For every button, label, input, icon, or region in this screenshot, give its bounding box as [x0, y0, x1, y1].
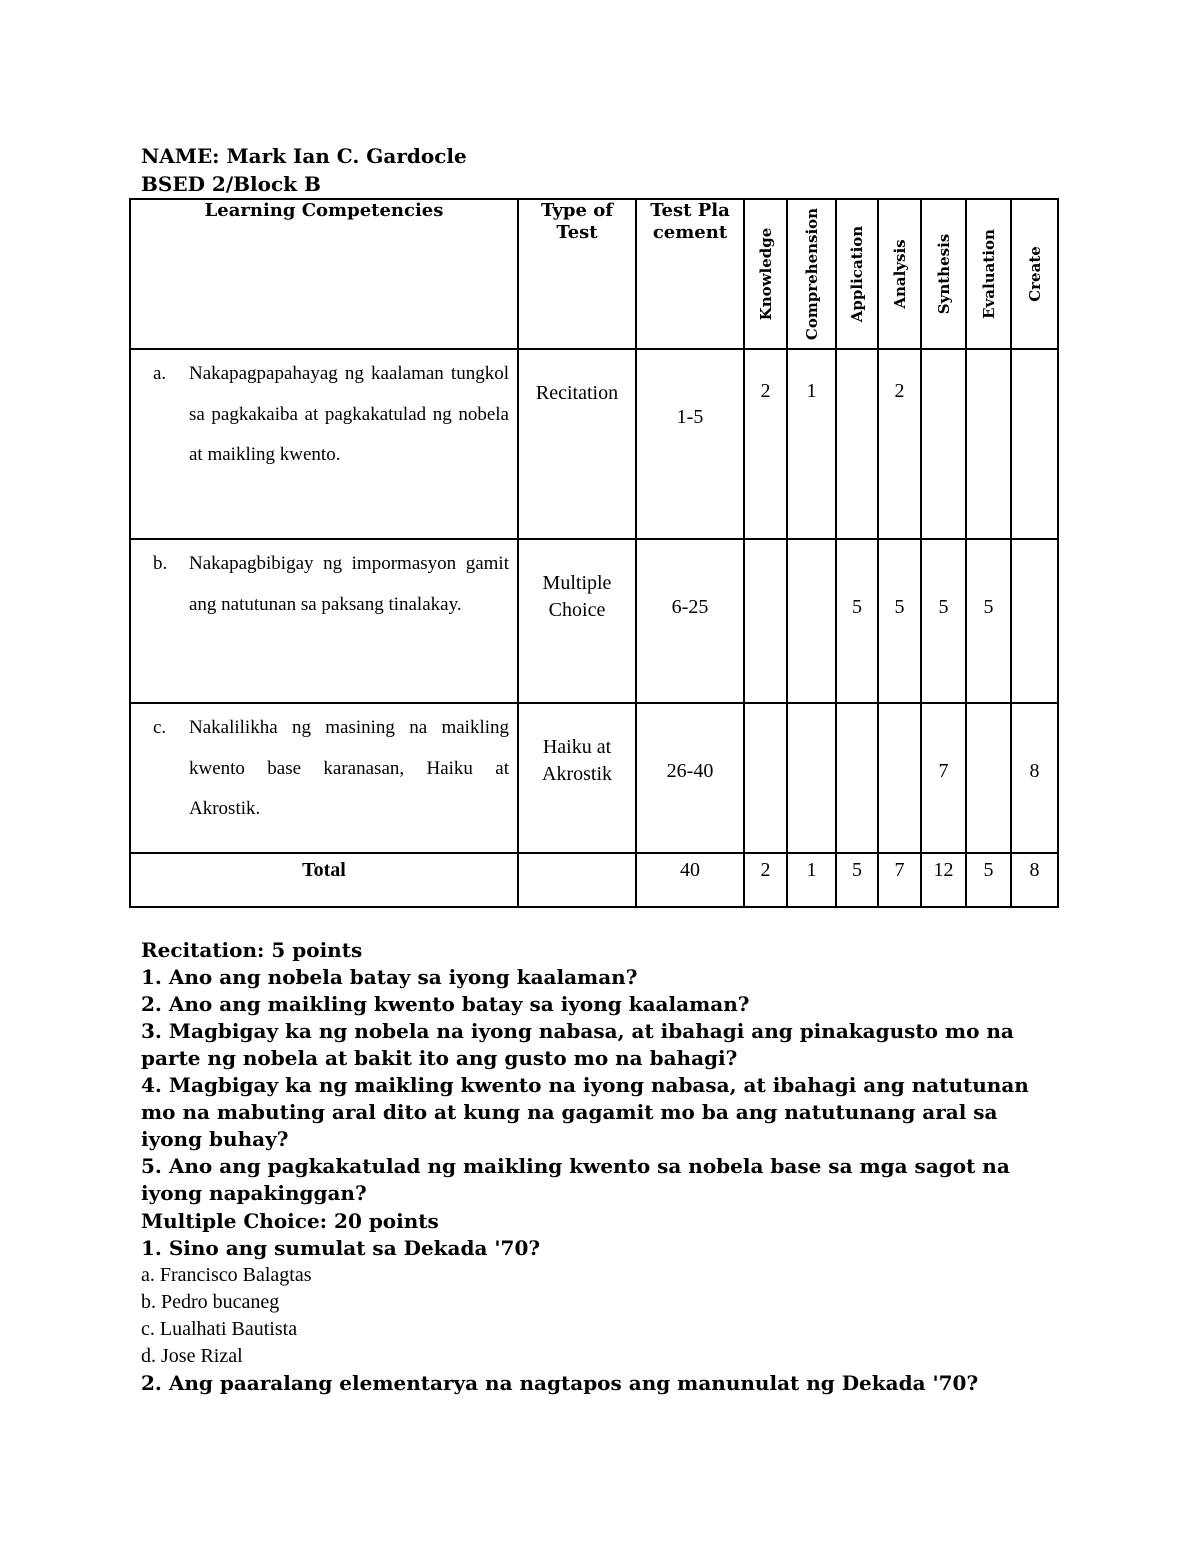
level-cell	[836, 703, 878, 853]
level-cell: 2	[744, 349, 787, 539]
total-comprehension: 1	[787, 853, 836, 907]
level-cell	[1011, 539, 1058, 703]
recitation-question: 2. Ano ang maikling kwento batay sa iyong kaalaman?	[141, 992, 750, 1016]
level-cell	[787, 539, 836, 703]
total-knowledge: 2	[744, 853, 787, 907]
table-header-row	[130, 199, 1058, 349]
total-application: 5	[836, 853, 878, 907]
header-analysis: Analysis	[878, 199, 921, 349]
competency-text: Nakalilikha ng masining na maikling kwento base karanasan, Haiku at Akrostik.	[189, 717, 509, 819]
level-cell	[744, 703, 787, 853]
level-cell: 5	[966, 539, 1011, 703]
table-of-specification	[129, 198, 1059, 908]
multiple-choice-section	[141, 1208, 1041, 1397]
level-cell	[744, 539, 787, 703]
level-cell	[787, 703, 836, 853]
type-cell: Recitation	[518, 349, 636, 539]
recitation-question: 1. Ano ang nobela batay sa iyong kaalaman?	[141, 965, 638, 989]
header-type-of-test: Type of Test	[518, 199, 636, 349]
student-name: NAME: Mark Ian C. Gardocle	[141, 144, 467, 168]
level-cell	[1011, 349, 1058, 539]
header-competencies: Learning Competencies	[130, 199, 518, 349]
type-cell: Haiku at Akrostik	[518, 703, 636, 853]
total-placement: 40	[636, 853, 744, 907]
type-cell: Multiple Choice	[518, 539, 636, 703]
competency-text: Nakapagbibigay ng impormasyon gamit ang natutunan sa paksang tinalakay.	[189, 553, 509, 615]
student-section: BSED 2/Block B	[141, 172, 321, 196]
table-row	[130, 539, 1058, 703]
recitation-question: 3. Magbigay ka ng nobela na iyong nabasa, at ibahagi ang pinakagusto mo na parte ng nobela at bakit ito ang gusto mo na bahagi?	[141, 1019, 1014, 1070]
mc-option: a. Francisco Balagtas	[141, 1264, 312, 1286]
row-letter: a.	[153, 363, 167, 384]
level-cell	[966, 349, 1011, 539]
mc-question: 1. Sino ang sumulat sa Dekada '70?	[141, 1236, 541, 1260]
recitation-question: 5. Ano ang pagkakatulad ng maikling kwento sa nobela base sa mga sagot na iyong napakinggan?	[141, 1154, 1010, 1205]
recitation-title: Recitation: 5 points	[141, 938, 363, 962]
placement-cell: 26-40	[636, 703, 744, 853]
header-knowledge: Knowledge	[744, 199, 787, 349]
level-cell: 1	[787, 349, 836, 539]
total-row	[130, 853, 1058, 907]
mc-option: d. Jose Rizal	[141, 1345, 243, 1367]
total-evaluation: 5	[966, 853, 1011, 907]
level-cell: 5	[921, 539, 966, 703]
row-letter: b.	[153, 553, 168, 574]
recitation-question: 4. Magbigay ka ng maikling kwento na iyong nabasa, at ibahagi ang natutunan mo na mabuting aral dito at kung na gagamit mo ba ang natutunang aral sa iyong buhay?	[141, 1073, 1029, 1151]
header-evaluation: Evaluation	[966, 199, 1011, 349]
recitation-section	[141, 937, 1041, 1207]
placement-cell: 6-25	[636, 539, 744, 703]
header-test-placement: Test Placement	[636, 199, 744, 349]
level-cell: 5	[878, 539, 921, 703]
header-synthesis: Synthesis	[921, 199, 966, 349]
total-label: Total	[130, 853, 518, 907]
level-cell	[921, 349, 966, 539]
mc-question: 2. Ang paaralang elementarya na nagtapos ang manunulat ng Dekada '70?	[141, 1371, 979, 1395]
table-row	[130, 703, 1058, 853]
total-synthesis: 12	[921, 853, 966, 907]
competency-cell	[130, 349, 518, 539]
level-cell	[966, 703, 1011, 853]
total-create: 8	[1011, 853, 1058, 907]
table-row	[130, 349, 1058, 539]
competency-cell	[130, 539, 518, 703]
level-cell: 2	[878, 349, 921, 539]
level-cell: 8	[1011, 703, 1058, 853]
header-create: Create	[1011, 199, 1058, 349]
level-cell: 7	[921, 703, 966, 853]
level-cell	[878, 703, 921, 853]
competency-cell	[130, 703, 518, 853]
total-analysis: 7	[878, 853, 921, 907]
competency-text: Nakapagpapahayag ng kaalaman tungkol sa pagkakaiba at pagkakatulad ng nobela at maikling kwento.	[189, 363, 509, 465]
row-letter: c.	[153, 717, 167, 738]
header-comprehension: Comprehension	[787, 199, 836, 349]
multiple-choice-title: Multiple Choice: 20 points	[141, 1209, 439, 1233]
level-cell: 5	[836, 539, 878, 703]
total-type-cell	[518, 853, 636, 907]
level-cell	[836, 349, 878, 539]
mc-option: b. Pedro bucaneg	[141, 1291, 280, 1313]
placement-cell: 1-5	[636, 349, 744, 539]
header-application: Application	[836, 199, 878, 349]
mc-option: c. Lualhati Bautista	[141, 1318, 298, 1340]
